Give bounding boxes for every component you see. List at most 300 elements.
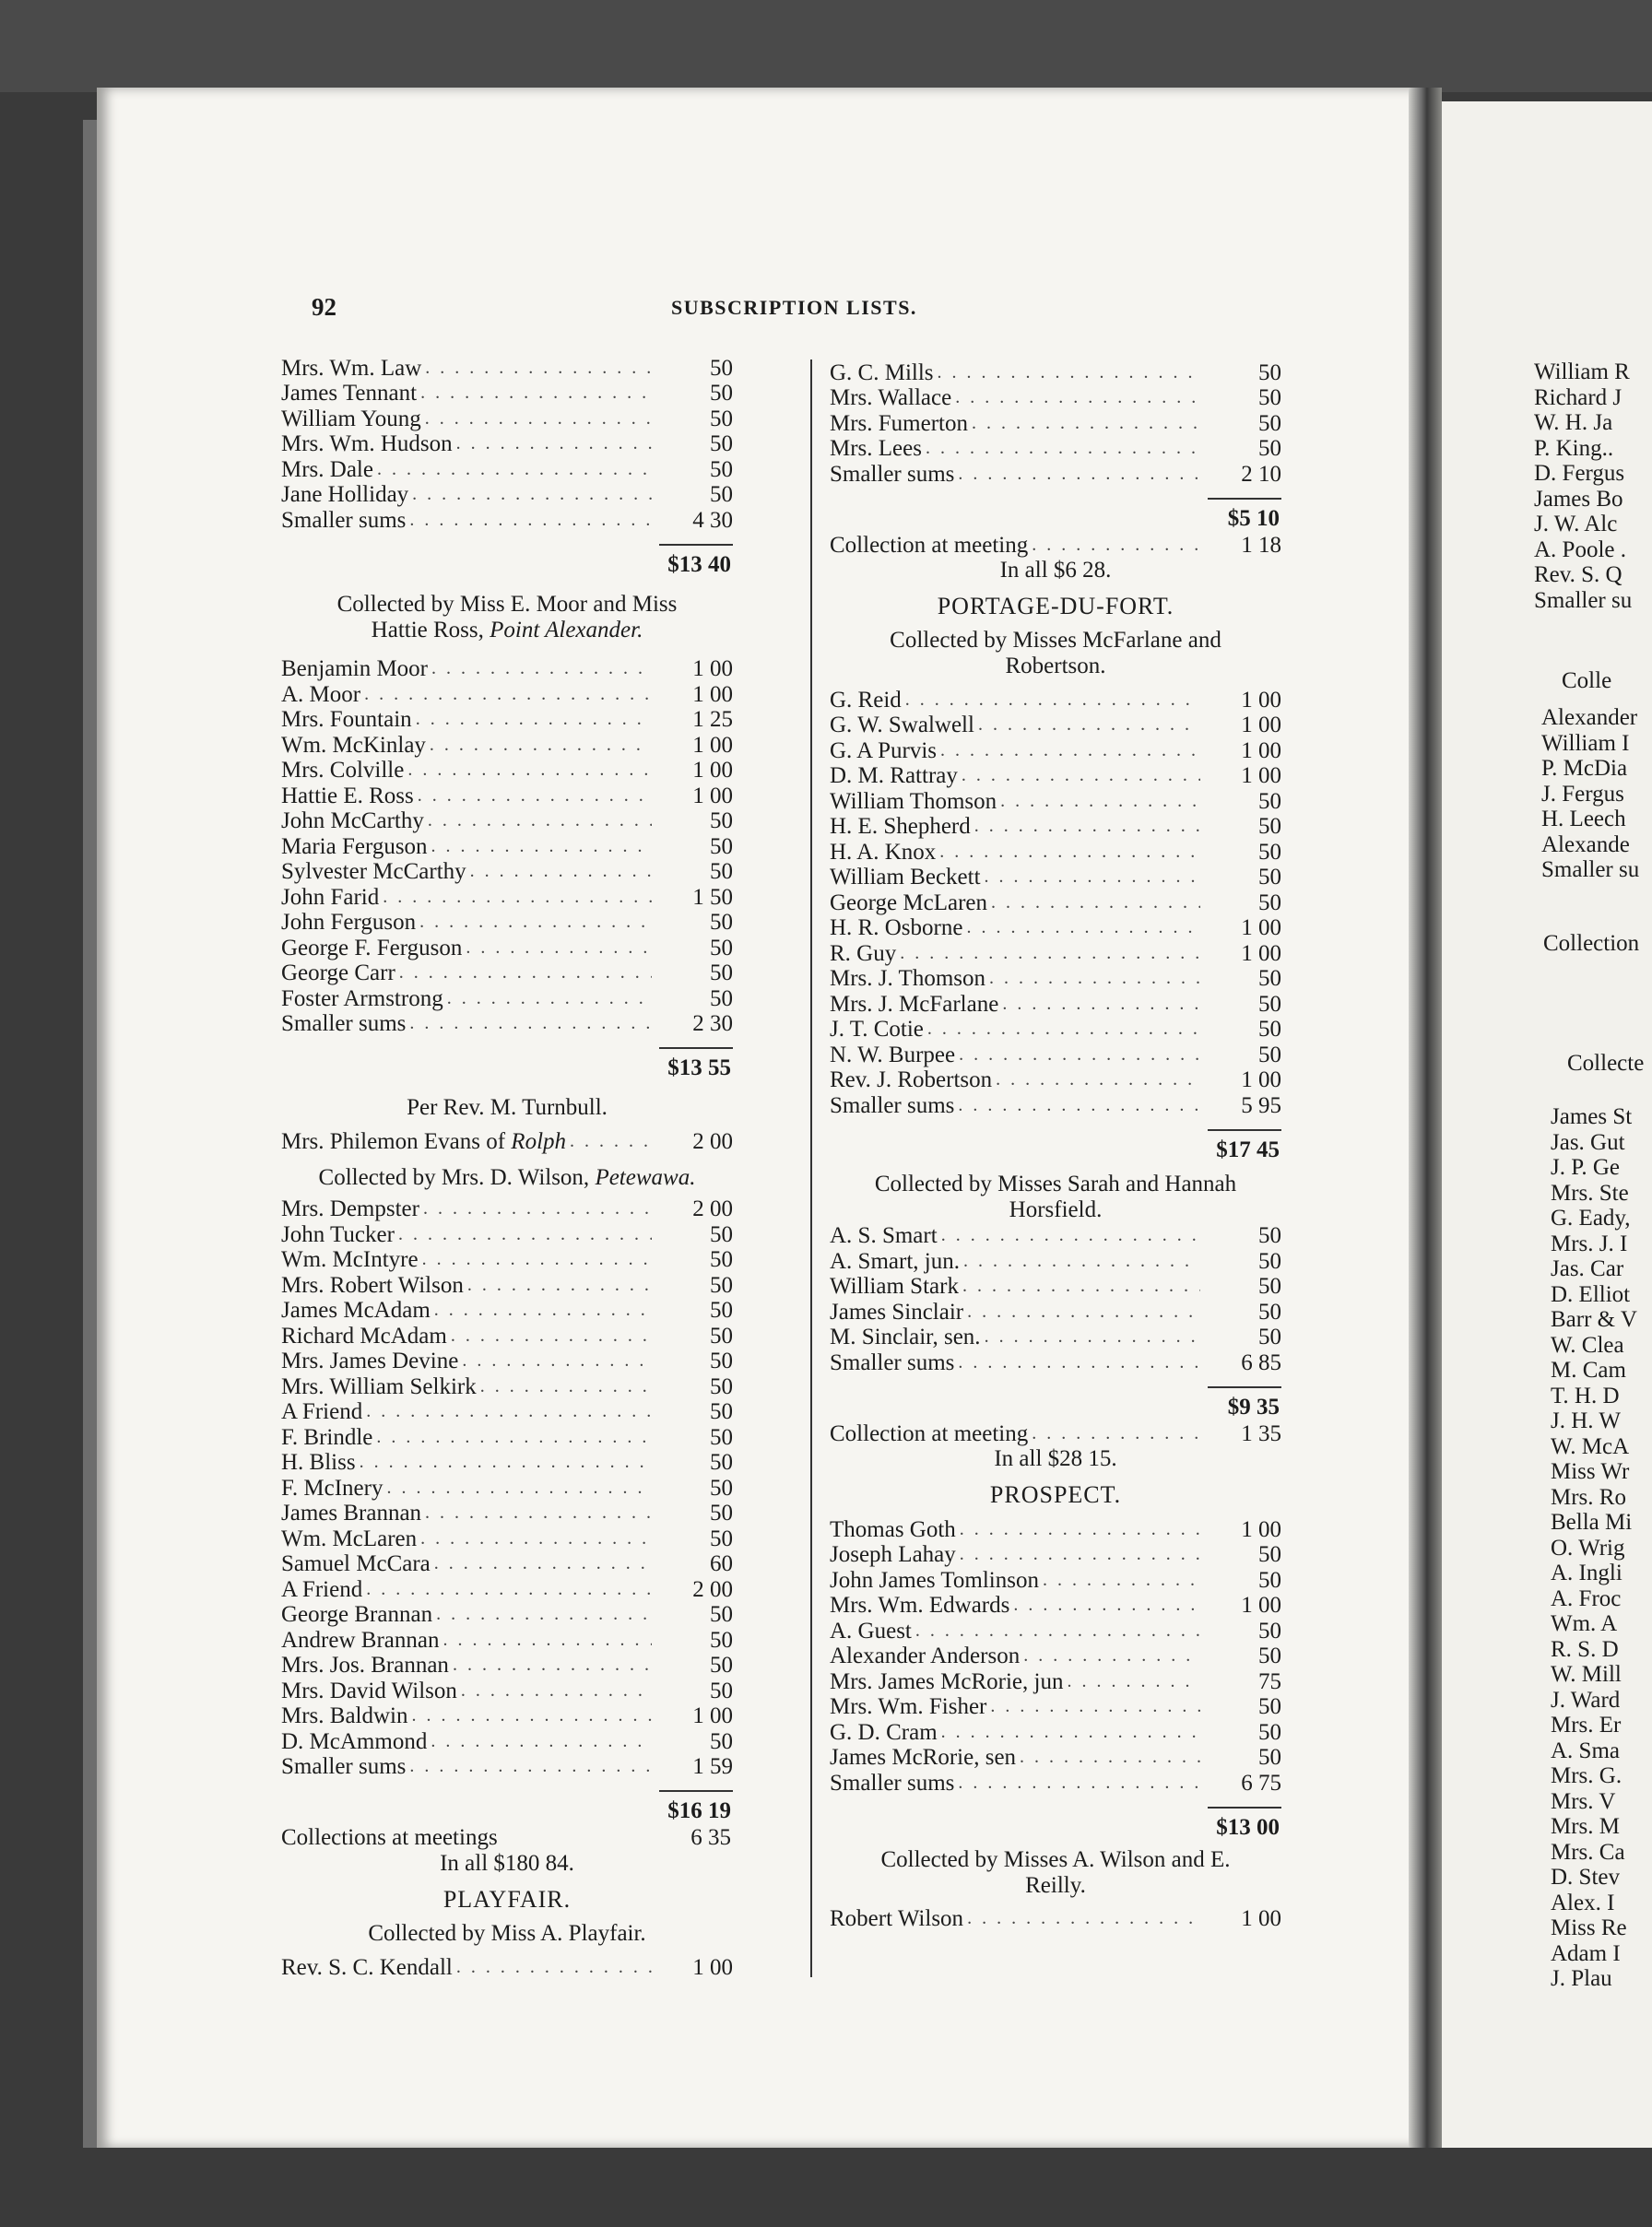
left-column	[281, 355, 733, 1980]
leader-dots	[470, 859, 652, 884]
entry-amount: 1 00	[692, 1703, 733, 1728]
leader-dots	[431, 656, 652, 681]
subscription-entry	[281, 758, 733, 784]
subscription-entry	[281, 1475, 733, 1501]
entry-name: James McAdam	[281, 1298, 431, 1323]
subscription-entry	[281, 985, 733, 1011]
entry-amount: 50	[1258, 1017, 1281, 1042]
left-collector-4: Collected by Miss A. Playfair.	[368, 1921, 646, 1946]
subscription-entry	[830, 737, 1281, 763]
entry-amount: 50	[1258, 890, 1281, 915]
entry-name: Smaller sums	[830, 1349, 955, 1375]
subscription-entry	[830, 359, 1281, 385]
middle-total-3: $9 35	[1227, 1394, 1280, 1420]
entry-amount: 50	[1258, 410, 1281, 436]
right-page-name-fragment: Alexande	[1541, 831, 1630, 857]
entry-name: William Stark	[830, 1274, 959, 1299]
entry-amount: 1 00	[1241, 713, 1281, 737]
entry-name: Rev. S. C. Kendall	[281, 1954, 453, 1980]
left-collector-2-line-2	[281, 618, 733, 643]
entry-amount: 50	[1258, 814, 1281, 839]
subscription-entry	[281, 1653, 733, 1679]
running-head: SUBSCRIPTION LISTS.	[671, 296, 917, 319]
subscription-entry	[281, 1450, 733, 1476]
entry-name: Mrs. Dempster	[281, 1196, 419, 1221]
subscription-entry	[830, 991, 1281, 1017]
leader-dots	[418, 784, 652, 808]
book-gutter	[1409, 88, 1442, 2148]
subscription-entry	[830, 865, 1281, 890]
entry-name: Mrs. James McRorie, jun	[830, 1668, 1064, 1694]
entry-amount: 50	[710, 355, 733, 381]
entry-amount: 1 00	[692, 1954, 733, 1980]
entry-name: H. R. Osborne	[830, 915, 963, 940]
leader-dots	[915, 1619, 1200, 1644]
entry-amount: 6 75	[1241, 1770, 1281, 1796]
right-page-name-fragment: J. Ward	[1551, 1687, 1621, 1713]
leader-dots	[941, 1720, 1200, 1745]
subscription-entry	[830, 1349, 1281, 1375]
right-page-name-fragment: A. Froc	[1551, 1585, 1622, 1611]
subscription-entry	[281, 656, 733, 682]
entry-name: A. Guest	[830, 1618, 912, 1644]
right-page-name-fragment: J. Fergus	[1541, 781, 1624, 807]
right-page-name-fragment: Rev. S. Q	[1534, 562, 1622, 587]
entry-name: A Friend	[281, 1576, 363, 1602]
subscription-entry	[281, 935, 733, 960]
leader-dots	[962, 1274, 1200, 1299]
entry-amount: 50	[1258, 865, 1281, 890]
right-page-name-fragment: Adam I	[1551, 1940, 1621, 1966]
subscription-entry	[281, 1323, 733, 1349]
subscription-entry	[281, 1576, 733, 1602]
total-rule	[659, 544, 733, 546]
right-colle-label: Colle	[1562, 668, 1612, 693]
entry-name: Smaller sums	[830, 461, 955, 487]
entry-amount: 1 00	[692, 656, 733, 681]
entry-name: James Tennant	[281, 381, 418, 406]
total-rule	[659, 1047, 733, 1049]
leader-dots	[960, 1542, 1200, 1567]
leader-dots	[366, 1399, 652, 1424]
subscription-entry	[281, 1678, 733, 1703]
entry-amount: 50	[710, 1424, 733, 1450]
entry-amount: 50	[1258, 1567, 1281, 1593]
subscription-entry	[830, 713, 1281, 738]
entry-name: Mrs. Dale	[281, 456, 373, 482]
leader-dots	[425, 1501, 652, 1526]
section-playfair: PLAYFAIR.	[442, 1886, 572, 1913]
middle-collection-1	[830, 533, 1281, 559]
entry-amount: 50	[1258, 359, 1281, 385]
subscription-entry	[281, 1011, 733, 1037]
entry-amount: 1 25	[692, 707, 733, 732]
entry-name: G. C. Mills	[830, 359, 934, 385]
leader-dots	[967, 1906, 1200, 1931]
right-page-name-fragment: Alexander	[1541, 705, 1638, 730]
middle-list-2	[830, 687, 1281, 1118]
leader-dots	[958, 1350, 1200, 1375]
entry-name: Joseph Lahay	[830, 1542, 956, 1567]
entry-name: George Carr	[281, 960, 395, 985]
left-list-3	[281, 1196, 733, 1780]
right-page-name-fragment: Jas. Gut	[1551, 1129, 1625, 1155]
entry-name: Wm. McIntyre	[281, 1247, 419, 1272]
entry-name: Robert Wilson	[830, 1906, 964, 1931]
leader-dots	[1002, 992, 1200, 1017]
entry-amount: 50	[710, 482, 733, 507]
right-collecte-label: Collecte	[1567, 1051, 1645, 1076]
subscription-entry	[830, 1719, 1281, 1745]
middle-collector-5-line-2: Reilly.	[1025, 1872, 1086, 1898]
entry-name: A Friend	[281, 1399, 363, 1424]
entry-amount: 1 00	[1241, 1906, 1281, 1931]
entry-amount: 75	[1258, 1668, 1281, 1694]
middle-list-5	[830, 1906, 1281, 1932]
subscription-entry	[830, 1516, 1281, 1542]
entry-amount: 2 00	[692, 1128, 733, 1154]
leader-dots	[974, 814, 1200, 839]
subscription-entry	[281, 355, 733, 381]
entry-amount: 1 00	[1241, 1067, 1281, 1092]
right-page-name-fragment: D. Stev	[1551, 1865, 1620, 1890]
leader-dots	[996, 1067, 1200, 1092]
entry-amount: 50	[710, 1602, 733, 1627]
right-page-name-fragment: W. Mill	[1551, 1662, 1622, 1687]
entry-amount: 50	[710, 1501, 733, 1526]
leader-dots	[941, 1223, 1200, 1248]
entry-amount: 1 59	[692, 1754, 733, 1779]
entry-amount: 50	[1258, 1274, 1281, 1299]
right-page-name-fragment: Mrs. Ste	[1551, 1180, 1629, 1206]
leader-dots	[434, 1551, 652, 1576]
leader-dots	[425, 356, 652, 381]
leader-dots	[447, 986, 652, 1011]
right-page-name-fragment: D. Elliot	[1551, 1281, 1631, 1307]
entry-amount: 1 18	[1241, 533, 1281, 558]
entry-amount: 1 00	[692, 732, 733, 758]
entry-name: Benjamin Moor	[281, 656, 429, 681]
right-page-name-fragment: T. H. D	[1551, 1383, 1620, 1408]
entry-name: M. Sinclair, sen.	[830, 1325, 981, 1349]
entry-name: James Sinclair	[830, 1299, 964, 1325]
leader-dots	[978, 713, 1200, 737]
entry-name: Thomas Goth	[830, 1516, 956, 1542]
leader-dots	[430, 733, 652, 758]
entry-amount: 60	[710, 1551, 733, 1576]
leader-dots	[360, 1450, 652, 1475]
right-page-name-fragment: James St	[1551, 1104, 1633, 1129]
entry-amount: 50	[1258, 1745, 1281, 1770]
subscription-entry	[830, 940, 1281, 966]
leader-dots	[364, 682, 652, 707]
leader-dots	[991, 890, 1200, 915]
right-page-name-fragment: Alex. I	[1551, 1890, 1615, 1915]
entry-amount: 50	[710, 1399, 733, 1424]
entry-name: Mrs. William Selkirk	[281, 1373, 477, 1399]
entry-amount: 1 00	[1241, 687, 1281, 713]
middle-collection-3	[830, 1421, 1281, 1447]
collections-amount: 6 35	[690, 1825, 731, 1850]
subscription-entry	[281, 1298, 733, 1324]
entry-amount: 50	[1258, 1223, 1281, 1248]
subscription-entry	[830, 1694, 1281, 1720]
entry-name: Mrs. Wm. Fisher	[830, 1694, 987, 1719]
subscription-entry	[830, 814, 1281, 840]
leader-dots	[407, 758, 652, 783]
entry-name: George Brannan	[281, 1602, 433, 1627]
left-total-1: $13 40	[667, 551, 731, 577]
leader-dots	[466, 936, 652, 960]
total-rule	[1208, 498, 1281, 500]
entry-amount: 50	[1258, 1542, 1281, 1567]
leader-dots	[420, 1526, 652, 1551]
leader-dots	[425, 407, 652, 431]
entry-name: James McRorie, sen	[830, 1745, 1017, 1770]
right-page-name-fragment: Mrs. M	[1551, 1814, 1621, 1839]
entry-name: Mrs. Robert Wilson	[281, 1272, 464, 1298]
entry-amount: 50	[1258, 1719, 1281, 1745]
subscription-entry	[281, 833, 733, 859]
entry-name: H. E. Shepherd	[830, 814, 971, 839]
right-page-name-fragment: Mrs. J. I	[1551, 1231, 1628, 1256]
entry-amount: 1 00	[692, 783, 733, 808]
subscription-entry	[830, 1745, 1281, 1771]
leader-dots	[462, 1349, 652, 1373]
entry-amount: 50	[710, 431, 733, 456]
right-page-name-fragment: William R	[1534, 359, 1630, 384]
subscription-entry	[830, 1092, 1281, 1118]
entry-name: Hattie E. Ross	[281, 783, 414, 808]
leader-dots	[453, 1653, 652, 1678]
left-list-1	[281, 355, 733, 533]
right-page-name-fragment: G. Eady,	[1551, 1206, 1631, 1231]
page-header	[312, 293, 1326, 324]
middle-collector-3-line-1: Collected by Misses Sarah and Hannah	[874, 1171, 1237, 1196]
subscription-entry	[830, 1325, 1281, 1350]
entry-name: Mrs. Wm. Edwards	[830, 1593, 1010, 1618]
right-page-name-fragment: A. Sma	[1551, 1738, 1620, 1763]
middle-collector-2-line-2: Robertson.	[1005, 654, 1106, 678]
entry-amount: 50	[710, 833, 733, 859]
right-page-name-fragment: Smaller su	[1534, 587, 1633, 613]
entry-name: Mrs. Baldwin	[281, 1703, 408, 1728]
leader-dots	[927, 1017, 1200, 1042]
right-page-name-fragment: Richard J	[1534, 384, 1622, 410]
leader-dots	[383, 885, 652, 910]
subscription-entry	[830, 1274, 1281, 1300]
entry-name: Foster Armstrong	[281, 985, 443, 1011]
right-page-name-fragment: D. Fergus	[1534, 461, 1625, 486]
leader-dots	[409, 1011, 652, 1036]
subscription-entry	[281, 381, 733, 407]
entry-amount: 2 30	[692, 1011, 733, 1036]
subscription-entry	[281, 482, 733, 508]
total-rule	[1208, 1807, 1281, 1809]
entry-name: Smaller sums	[281, 507, 407, 533]
entry-name: A. Smart, jun.	[830, 1248, 960, 1274]
entry-amount: 50	[1258, 1325, 1281, 1349]
subscription-entry	[830, 1223, 1281, 1249]
right-page-name-fragment: Wm. A	[1551, 1611, 1618, 1636]
subscription-entry	[281, 960, 733, 986]
entry-amount: 50	[1258, 1042, 1281, 1067]
subscription-entry	[830, 1042, 1281, 1067]
subscription-entry	[281, 884, 733, 910]
middle-total-2: $17 45	[1216, 1137, 1280, 1162]
column-divider	[810, 359, 812, 1977]
entry-name: Maria Ferguson	[281, 833, 428, 859]
entry-name: A. S. Smart	[830, 1223, 938, 1248]
entry-amount: 1 00	[1241, 940, 1281, 966]
entry-amount: 50	[710, 381, 733, 406]
subscription-entry	[830, 1906, 1281, 1932]
leader-dots	[398, 1222, 652, 1247]
right-page-name-fragment: M. Cam	[1551, 1358, 1626, 1383]
subscription-entry	[281, 1424, 733, 1450]
entry-name: William Thomson	[830, 788, 997, 814]
right-page-name-fragment: R. S. D	[1551, 1636, 1619, 1662]
entry-name: N. W. Burpee	[830, 1042, 956, 1067]
leader-dots	[985, 1325, 1200, 1349]
entry-amount: 50	[710, 1272, 733, 1298]
entry-name: J. T. Cotie	[830, 1017, 924, 1042]
leader-dots	[431, 1729, 652, 1754]
entry-name: H. Bliss	[281, 1450, 356, 1475]
right-page-name-fragment: A. Ingli	[1551, 1561, 1622, 1585]
subscription-entry	[281, 1349, 733, 1374]
right-page-name-fragment: W. Clea	[1551, 1332, 1624, 1358]
leader-dots	[955, 385, 1200, 410]
right-page-name-fragment: J. W. Alc	[1534, 512, 1618, 536]
collector-place-text: Petewawa.	[595, 1164, 696, 1190]
middle-collector-3-line-2: Horsfield.	[1009, 1196, 1103, 1222]
subscription-entry	[281, 808, 733, 834]
subscription-entry	[830, 1593, 1281, 1619]
entry-amount: 50	[710, 406, 733, 431]
leader-dots	[938, 360, 1200, 385]
entry-name: Mrs. Wm. Hudson	[281, 431, 453, 456]
right-page-name-fragment: Smaller su	[1541, 857, 1640, 882]
entry-amount: 50	[710, 960, 733, 985]
entry-name: Mrs. Colville	[281, 758, 405, 783]
right-page-name-fragment: Barr & V	[1551, 1307, 1637, 1332]
entry-name: Wm. McLaren	[281, 1526, 418, 1551]
entry-amount: 4 30	[692, 507, 733, 533]
total-rule	[1208, 1386, 1281, 1388]
collections-at-meetings	[281, 1825, 733, 1851]
leader-dots	[989, 966, 1200, 991]
entry-amount: 50	[710, 1450, 733, 1475]
subscription-entry	[830, 1567, 1281, 1593]
leader-dots	[960, 1517, 1200, 1542]
entry-name: John McCarthy	[281, 808, 424, 833]
entry-amount: 50	[1258, 1644, 1281, 1668]
subscription-entry	[830, 461, 1281, 487]
entry-name: Rev. J. Robertson	[830, 1067, 993, 1092]
collector-name-text: Collected by Mrs. D. Wilson,	[318, 1164, 596, 1190]
collections-label: Collections at meetings	[281, 1825, 498, 1850]
right-page-name-fragment: H. Leech	[1541, 807, 1626, 831]
entry-amount: 50	[1258, 788, 1281, 814]
entry-amount: 50	[710, 1728, 733, 1754]
right-page-name-fragment: J. H. W	[1551, 1408, 1621, 1433]
leader-dots	[456, 431, 652, 456]
subscription-entry	[281, 707, 733, 733]
right-page-name-fragment: W. McA	[1551, 1433, 1630, 1459]
entry-amount: 50	[710, 1627, 733, 1653]
entry-name: George McLaren	[830, 890, 987, 915]
entry-name: Alexander Anderson	[830, 1644, 1021, 1668]
subscription-entry	[281, 1501, 733, 1526]
middle-list-4	[830, 1516, 1281, 1796]
entry-name: Mrs. J. McFarlane	[830, 991, 999, 1017]
leader-dots	[959, 1043, 1200, 1067]
evans-name: Mrs. Philemon Evans of	[281, 1128, 512, 1154]
leader-dots	[461, 1679, 652, 1703]
entry-amount: 50	[1258, 436, 1281, 461]
middle-list-1	[830, 359, 1281, 487]
subscription-entry	[281, 859, 733, 885]
entry-amount: 50	[1258, 1694, 1281, 1719]
subscription-entry	[281, 1373, 733, 1399]
subscription-entry	[830, 1644, 1281, 1669]
left-total-2: $13 55	[667, 1055, 731, 1080]
leader-dots	[451, 1324, 652, 1349]
subscription-entry	[281, 1954, 733, 1980]
entry-amount: 50	[1258, 385, 1281, 410]
entry-name: Richard McAdam	[281, 1323, 447, 1349]
leader-dots	[926, 436, 1200, 461]
evans-entry	[281, 1128, 733, 1154]
left-per-rev: Per Rev. M. Turnbull.	[407, 1095, 608, 1120]
right-page-name-fragment: Mrs. V	[1551, 1788, 1616, 1814]
subscription-entry	[281, 1196, 733, 1222]
subscription-entry	[830, 788, 1281, 814]
entry-name: Wm. McKinlay	[281, 732, 426, 758]
subscription-entry	[830, 1017, 1281, 1043]
leader-dots	[431, 834, 652, 859]
entry-name: Collection at meeting	[830, 1421, 1029, 1446]
entry-name: Mrs. J. Thomson	[830, 966, 986, 991]
entry-amount: 50	[710, 1678, 733, 1703]
entry-name: Smaller sums	[830, 1770, 955, 1796]
page-number: 92	[312, 293, 336, 321]
left-collector-3	[281, 1165, 733, 1191]
leader-dots	[939, 840, 1200, 865]
leader-dots	[1000, 789, 1200, 814]
scan-background	[0, 0, 1652, 92]
leader-dots	[456, 1955, 652, 1980]
leader-dots	[1020, 1745, 1200, 1770]
entry-name: John James Tomlinson	[830, 1567, 1039, 1593]
entry-name: G. A Purvis	[830, 737, 938, 763]
leader-dots	[1067, 1669, 1200, 1694]
leader-dots	[958, 462, 1200, 487]
subscription-entry	[281, 1703, 733, 1729]
left-collector-2-line-1: Collected by Miss E. Moor and Miss	[336, 591, 678, 617]
right-page-name-fragment: William I	[1541, 730, 1630, 756]
leader-dots	[940, 738, 1200, 763]
entry-name: D. M. Rattray	[830, 763, 958, 788]
subscription-entry	[830, 839, 1281, 865]
leader-dots	[376, 1425, 652, 1450]
entry-name: Sylvester McCarthy	[281, 859, 466, 884]
right-page-name-fragment: Mrs. Ca	[1551, 1839, 1625, 1865]
entry-amount: 1 50	[692, 884, 733, 910]
entry-amount: 2 00	[692, 1196, 733, 1221]
right-page-name-fragment: P. McDia	[1541, 756, 1628, 781]
